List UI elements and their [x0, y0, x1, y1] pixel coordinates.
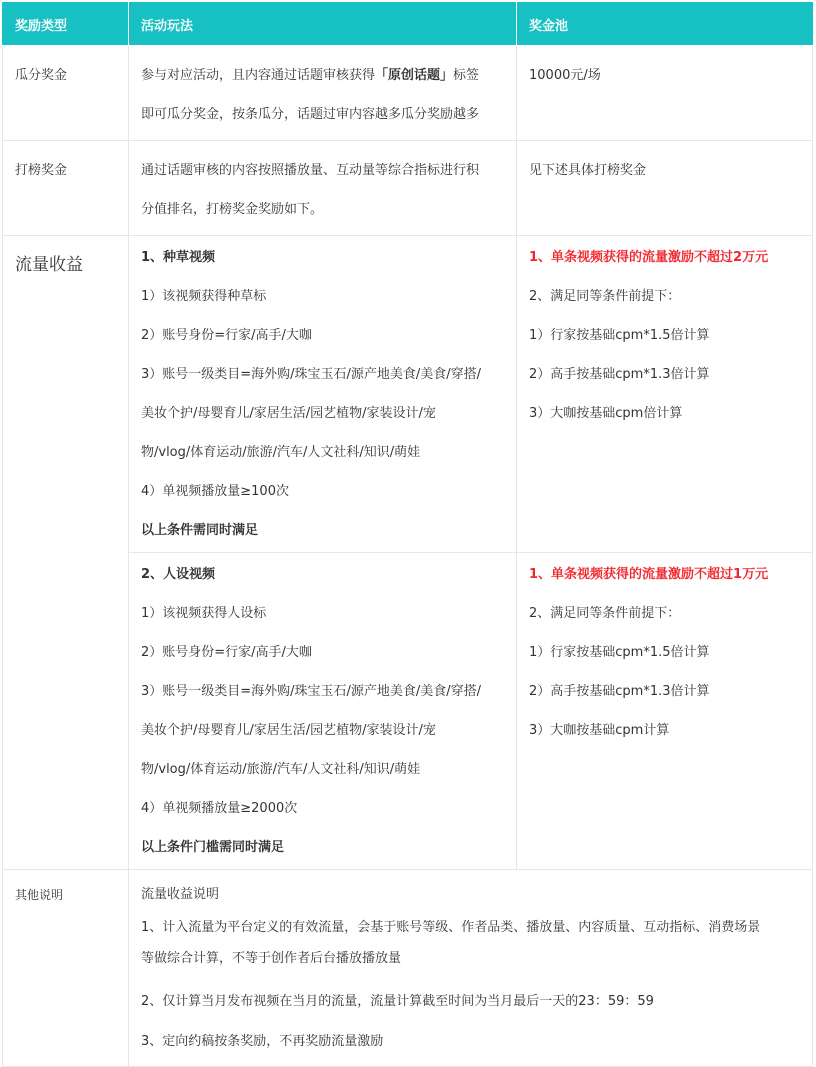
note-paragraph: 等做综合计算，不等于创作者后台播放播放量: [141, 951, 402, 966]
traffic-cap-notice: 1、单条视频获得的流量激励不超过1万元: [529, 567, 769, 582]
condition-item: 3）账号一级类目=海外购/珠宝玉石/源产地美食/美食/穿搭/: [141, 367, 482, 382]
table-header-row: [3, 3, 813, 46]
section-title: 2、人设视频: [141, 567, 216, 582]
table-row-split-bonus: [3, 46, 813, 141]
prize-pool-value: 10000元/场: [529, 68, 601, 83]
pool-rule: 2）高手按基础cpm*1.3倍计算: [529, 684, 710, 699]
pool-rule: 2、满足同等条件前提下：: [529, 606, 681, 621]
condition-footer: 以上条件需同时满足: [141, 523, 259, 538]
condition-item: 4）单视频播放量≥2000次: [141, 801, 298, 816]
header-prize-pool: 奖金池: [517, 3, 813, 46]
condition-item: 物/vlog/体育运动/旅游/汽车/人文社科/知识/萌娃: [141, 762, 421, 777]
reward-type-cell: [3, 870, 129, 1067]
reward-type-cell: [3, 141, 129, 236]
notes-cell: [129, 870, 813, 1067]
reward-type-cell: [3, 46, 129, 141]
prize-pool-cell: [517, 141, 813, 236]
pool-rule: 2、满足同等条件前提下：: [529, 289, 681, 304]
pool-rule: 1）行家按基础cpm*1.5倍计算: [529, 328, 710, 343]
note-paragraph: 1、计入流量为平台定义的有效流量，会基于账号等级、作者品类、播放量、内容质量、互动指标、消费场景: [141, 920, 761, 935]
note-paragraph: 2、仅计算当月发布视频在当月的流量，流量计算截至时间为当月最后一天的23：59：59: [141, 994, 654, 1009]
prize-pool-cell: [517, 236, 813, 553]
activity-rules-cell: [129, 553, 517, 870]
condition-item: 3）账号一级类目=海外购/珠宝玉石/源产地美食/美食/穿搭/: [141, 684, 482, 699]
reward-type-label: 其他说明: [15, 888, 64, 902]
table-row-other-notes: [3, 870, 813, 1067]
condition-item: 美妆个护/母婴育儿/家居生活/园艺植物/家装设计/宠: [141, 723, 436, 738]
rules-line: 参与对应活动，且内容通过话题审核获得「原创话题」标签: [141, 68, 480, 83]
reward-type-label: 打榜奖金: [15, 163, 68, 178]
table-row-ranking-bonus: [3, 141, 813, 236]
original-topic-tag: 「原创话题」: [375, 68, 454, 83]
table-row-traffic-seeding: [3, 236, 813, 553]
prize-pool-value: 见下述具体打榜奖金: [529, 163, 647, 178]
condition-item: 4）单视频播放量≥100次: [141, 484, 289, 499]
notes-title: 流量收益说明: [141, 887, 220, 902]
pool-rule: 2）高手按基础cpm*1.3倍计算: [529, 367, 710, 382]
prize-pool-cell: [517, 553, 813, 870]
rules-line: 即可瓜分奖金，按条瓜分，话题过审内容越多瓜分奖励越多: [141, 107, 480, 122]
prize-pool-cell: [517, 46, 813, 141]
pool-rule: 3）大咖按基础cpm倍计算: [529, 406, 683, 421]
pool-rule: 1）行家按基础cpm*1.5倍计算: [529, 645, 710, 660]
activity-rules-cell: [129, 236, 517, 553]
header-reward-type: 奖励类型: [3, 3, 129, 46]
condition-item: 2）账号身份=行家/高手/大咖: [141, 328, 312, 343]
reward-table-container: [2, 2, 812, 1067]
rules-line: 通过话题审核的内容按照播放量、互动量等综合指标进行积: [141, 163, 480, 178]
header-activity-rules: 活动玩法: [129, 3, 517, 46]
condition-item: 1）该视频获得种草标: [141, 289, 267, 304]
condition-item: 美妆个护/母婴育儿/家居生活/园艺植物/家装设计/宠: [141, 406, 436, 421]
activity-rules-cell: [129, 46, 517, 141]
reward-table: [2, 2, 813, 1067]
condition-item: 1）该视频获得人设标: [141, 606, 267, 621]
reward-type-cell: [3, 236, 129, 870]
reward-type-label: 瓜分奖金: [15, 68, 68, 83]
traffic-cap-notice: 1、单条视频获得的流量激励不超过2万元: [529, 250, 769, 265]
condition-footer: 以上条件门槛需同时满足: [141, 840, 285, 855]
section-title: 1、种草视频: [141, 250, 216, 265]
activity-rules-cell: [129, 141, 517, 236]
condition-item: 物/vlog/体育运动/旅游/汽车/人文社科/知识/萌娃: [141, 445, 421, 460]
reward-type-label: 流量收益: [15, 255, 83, 275]
note-paragraph: 3、定向约稿按条奖励，不再奖励流量激励: [141, 1034, 384, 1049]
pool-rule: 3）大咖按基础cpm计算: [529, 723, 670, 738]
condition-item: 2）账号身份=行家/高手/大咖: [141, 645, 312, 660]
rules-line: 分值排名，打榜奖金奖励如下。: [141, 202, 324, 217]
